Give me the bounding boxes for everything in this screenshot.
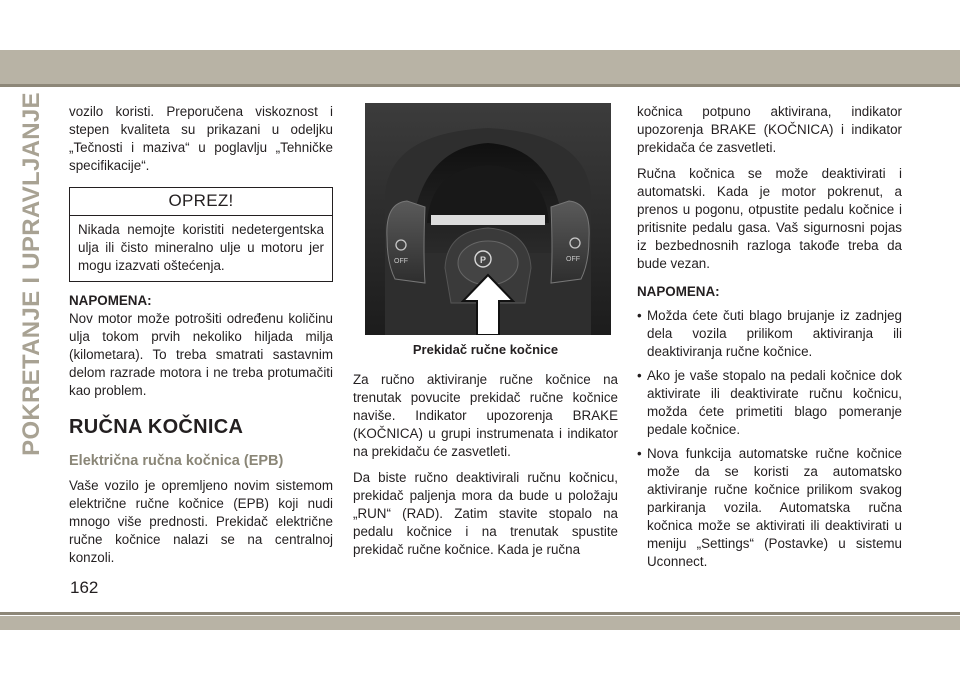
note-label: NAPOMENA: bbox=[69, 293, 152, 308]
caution-box bbox=[69, 187, 333, 282]
column-right bbox=[637, 103, 902, 577]
left-button-label: OFF bbox=[394, 258, 408, 265]
footer-band bbox=[0, 616, 960, 630]
list-item: • Ako je vaše stopalo na pedali kočnice dok aktivirate ili deaktivirate ručnu kočnicu, možda ćete primetiti blago pomeranje pedale kočnice. bbox=[637, 368, 902, 437]
epb-intro-paragraph: Vaše vozilo je opremljeno novim sistemom električne ručne kočnice (EPB) koji nudi mnogo više prednosti. Prekidač električne ručne kočnice nalazi se na centralnoj konzoli. bbox=[69, 478, 333, 565]
section-subheading: Električna ručna kočnica (EPB) bbox=[69, 453, 284, 469]
caution-title: OPREZ! bbox=[70, 188, 332, 216]
header-band bbox=[0, 50, 960, 84]
auto-release-paragraph: Ručna kočnica se može deaktivirati i automatski. Kada je motor pokrenut, a prenos u pogonu, otpustite pedalu kočnice i pritisnite pedalu gasa. Vaš sigurnosni pojas iz bezbednosnih razloga takođe treba da bude vezan. bbox=[637, 166, 902, 271]
list-item: • Nova funkcija automatske ručne kočnice može da se koristi za automatsko aktiviranje ručne kočnice prilikom svakog parkiranja vozila. Automatska ručna kočnica može se aktivirati ili deaktivirati u meniju „Settings“ (Postavke) u sistemu Uconnect. bbox=[637, 446, 902, 569]
chapter-title-text: POKRETANJE I UPRAVLJANJE bbox=[18, 92, 45, 456]
intro-paragraph: vozilo koristi. Preporučena viskoznost i stepen kvaliteta su prikazani u odeljku „Tečnosti i maziva“ u poglavlju „Tehničke specifikacije“. bbox=[69, 104, 333, 173]
note-label-2: NAPOMENA: bbox=[637, 284, 720, 299]
footer-rule bbox=[0, 612, 960, 615]
caution-text: Nikada nemojte koristiti nedetergentska ulja ili čisto mineralno ulje u motoru jer mogu izazvati oštećenja. bbox=[78, 222, 324, 273]
column-left bbox=[69, 103, 333, 567]
console-illustration bbox=[365, 103, 611, 335]
page-number: 162 bbox=[70, 578, 99, 597]
header-rule bbox=[0, 84, 960, 87]
photo-caption: Prekidač ručne kočnice bbox=[412, 342, 559, 357]
note-text: Nov motor može potrošiti određenu količinu ulja tokom prvih nekoliko hiljada milja (kilometara). To treba smatrati sastavnim delom razrade motora i ne treba protumačiti kao problem. bbox=[69, 311, 333, 398]
chapter-side-title bbox=[12, 92, 52, 456]
continued-paragraph: kočnica potpuno aktivirana, indikator upozorenja BRAKE (KOČNICA) i indikator prekidača će zasvetleti. bbox=[637, 104, 902, 155]
section-heading: RUČNA KOČNICA bbox=[69, 416, 244, 438]
column-middle bbox=[353, 103, 618, 559]
release-instructions: Da biste ručno deaktivirali ručnu kočnicu, prekidač paljenja mora da bude u položaju „RUN“ (RAD). Zatim stavite stopalo na pedalu kočnice i na trenutak spustite prekidač ručne kočnice. Kada je ručna bbox=[353, 470, 618, 557]
right-button-label: OFF bbox=[566, 256, 580, 263]
center-button-label: P bbox=[479, 255, 487, 265]
parking-brake-switch-photo bbox=[365, 103, 611, 335]
note-list bbox=[637, 307, 902, 571]
apply-instructions: Za ručno aktiviranje ručne kočnice na trenutak povucite prekidač ručne kočnice naviše. Indikator upozorenja BRAKE (KOČNICA) u grupi instrumenata i indikator na prekidaču će zasvetleti. bbox=[353, 372, 618, 459]
list-item: • Možda ćete čuti blago brujanje iz zadnjeg dela vozila prilikom aktiviranja ili deaktiviranja ručne kočnice. bbox=[637, 308, 902, 359]
